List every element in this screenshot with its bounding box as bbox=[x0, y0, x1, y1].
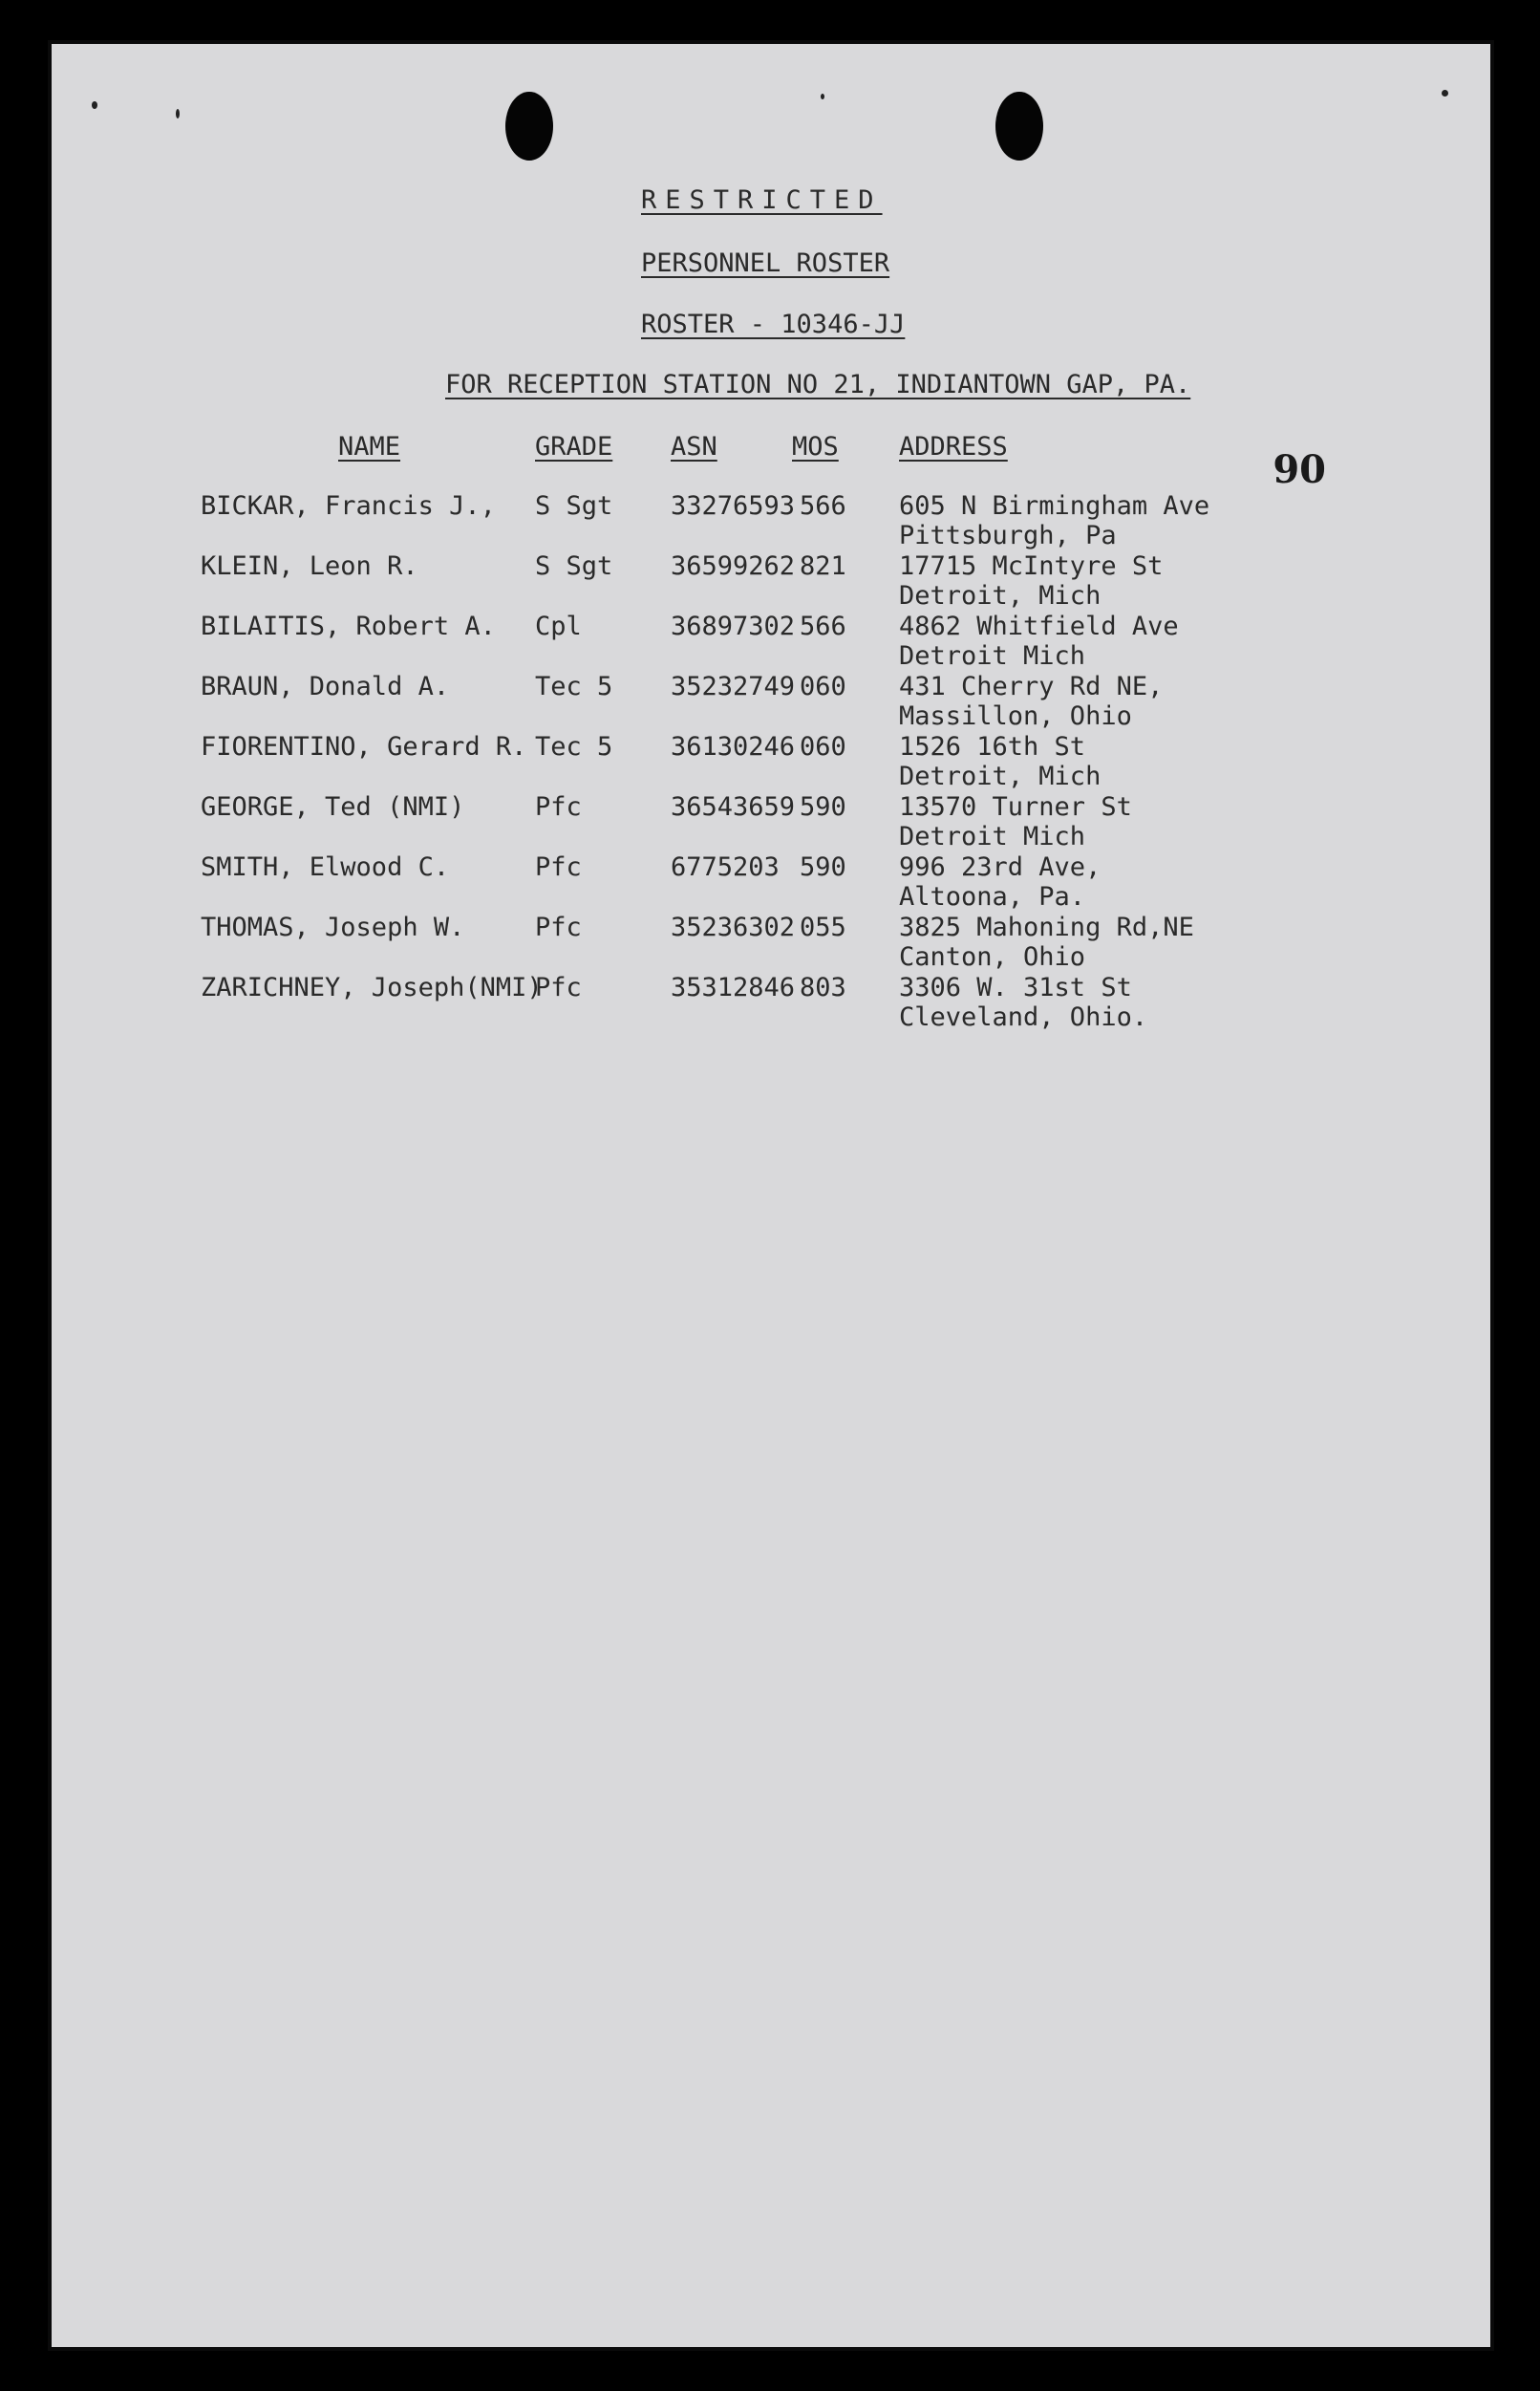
doc-type-heading: PERSONNEL ROSTER bbox=[641, 248, 890, 278]
row-address-line2: Altoona, Pa. bbox=[899, 882, 1086, 912]
row-address-line1: 431 Cherry Rd NE, bbox=[899, 672, 1164, 701]
row-address-line1: 4862 Whitfield Ave bbox=[899, 612, 1179, 641]
row-address-line2: Detroit, Mich bbox=[899, 581, 1102, 611]
col-header-grade: GRADE bbox=[535, 432, 613, 462]
row-asn: 35232749 bbox=[671, 672, 796, 701]
col-header-asn: ASN bbox=[671, 432, 717, 462]
row-mos: 055 bbox=[800, 913, 846, 942]
row-mos: 590 bbox=[800, 792, 846, 822]
row-name: THOMAS, Joseph W. bbox=[201, 913, 465, 942]
row-grade: Pfc bbox=[535, 852, 582, 882]
row-name: KLEIN, Leon R. bbox=[201, 551, 418, 581]
row-mos: 590 bbox=[800, 852, 846, 882]
row-name: GEORGE, Ted (NMI) bbox=[201, 792, 465, 822]
row-grade: Tec 5 bbox=[535, 732, 613, 762]
col-header-mos: MOS bbox=[792, 432, 839, 462]
row-mos: 060 bbox=[800, 672, 846, 701]
row-mos: 566 bbox=[800, 612, 846, 641]
row-name: BILAITIS, Robert A. bbox=[201, 612, 496, 641]
row-name: FIORENTINO, Gerard R. bbox=[201, 732, 527, 762]
row-asn: 35312846 bbox=[671, 973, 796, 1002]
row-grade: S Sgt bbox=[535, 551, 613, 581]
row-address-line2: Detroit, Mich bbox=[899, 762, 1102, 791]
document-page bbox=[48, 40, 1494, 2351]
row-mos: 060 bbox=[800, 732, 846, 762]
row-address-line2: Pittsburgh, Pa bbox=[899, 521, 1117, 550]
row-mos: 566 bbox=[800, 491, 846, 521]
row-address-line1: 3825 Mahoning Rd,NE bbox=[899, 913, 1194, 942]
speck bbox=[92, 101, 97, 109]
row-asn: 36599262 bbox=[671, 551, 796, 581]
col-header-name: NAME bbox=[338, 432, 401, 462]
roster-number: ROSTER - 10346-JJ bbox=[641, 310, 906, 339]
row-asn: 33276593 bbox=[671, 491, 796, 521]
row-asn: 35236302 bbox=[671, 913, 796, 942]
row-mos: 821 bbox=[800, 551, 846, 581]
row-address-line2: Detroit Mich bbox=[899, 641, 1086, 671]
station-heading: FOR RECEPTION STATION NO 21, INDIANTOWN GAP, PA. bbox=[445, 370, 1191, 399]
row-grade: S Sgt bbox=[535, 491, 613, 521]
row-mos: 803 bbox=[800, 973, 846, 1002]
row-address-line2: Detroit Mich bbox=[899, 822, 1086, 851]
row-name: SMITH, Elwood C. bbox=[201, 852, 450, 882]
row-address-line2: Massillon, Ohio bbox=[899, 701, 1132, 731]
row-address-line1: 17715 McIntyre St bbox=[899, 551, 1164, 581]
page-number: 90 bbox=[1273, 447, 1326, 492]
row-asn: 36543659 bbox=[671, 792, 796, 822]
row-address-line1: 996 23rd Ave, bbox=[899, 852, 1102, 882]
row-grade: Pfc bbox=[535, 913, 582, 942]
row-address-line1: 13570 Turner St bbox=[899, 792, 1132, 822]
row-asn: 6775203 bbox=[671, 852, 780, 882]
row-address-line2: Cleveland, Ohio. bbox=[899, 1002, 1148, 1032]
row-address-line2: Canton, Ohio bbox=[899, 942, 1086, 972]
speck bbox=[176, 109, 180, 118]
speck bbox=[821, 94, 824, 99]
row-address-line1: 1526 16th St bbox=[899, 732, 1086, 762]
col-header-address: ADDRESS bbox=[899, 432, 1008, 462]
row-grade: Cpl bbox=[535, 612, 582, 641]
punch-hole-right bbox=[995, 92, 1043, 161]
row-address-line1: 3306 W. 31st St bbox=[899, 973, 1132, 1002]
row-grade: Tec 5 bbox=[535, 672, 613, 701]
row-address-line1: 605 N Birmingham Ave bbox=[899, 491, 1210, 521]
row-name: BRAUN, Donald A. bbox=[201, 672, 450, 701]
row-asn: 36897302 bbox=[671, 612, 796, 641]
row-name: ZARICHNEY, Joseph(NMI) bbox=[201, 973, 543, 1002]
row-name: BICKAR, Francis J., bbox=[201, 491, 496, 521]
speck bbox=[1442, 90, 1448, 97]
row-grade: Pfc bbox=[535, 792, 582, 822]
row-asn: 36130246 bbox=[671, 732, 796, 762]
row-grade: Pfc bbox=[535, 973, 582, 1002]
punch-hole-left bbox=[505, 92, 553, 161]
classification-heading: RESTRICTED bbox=[641, 185, 883, 215]
